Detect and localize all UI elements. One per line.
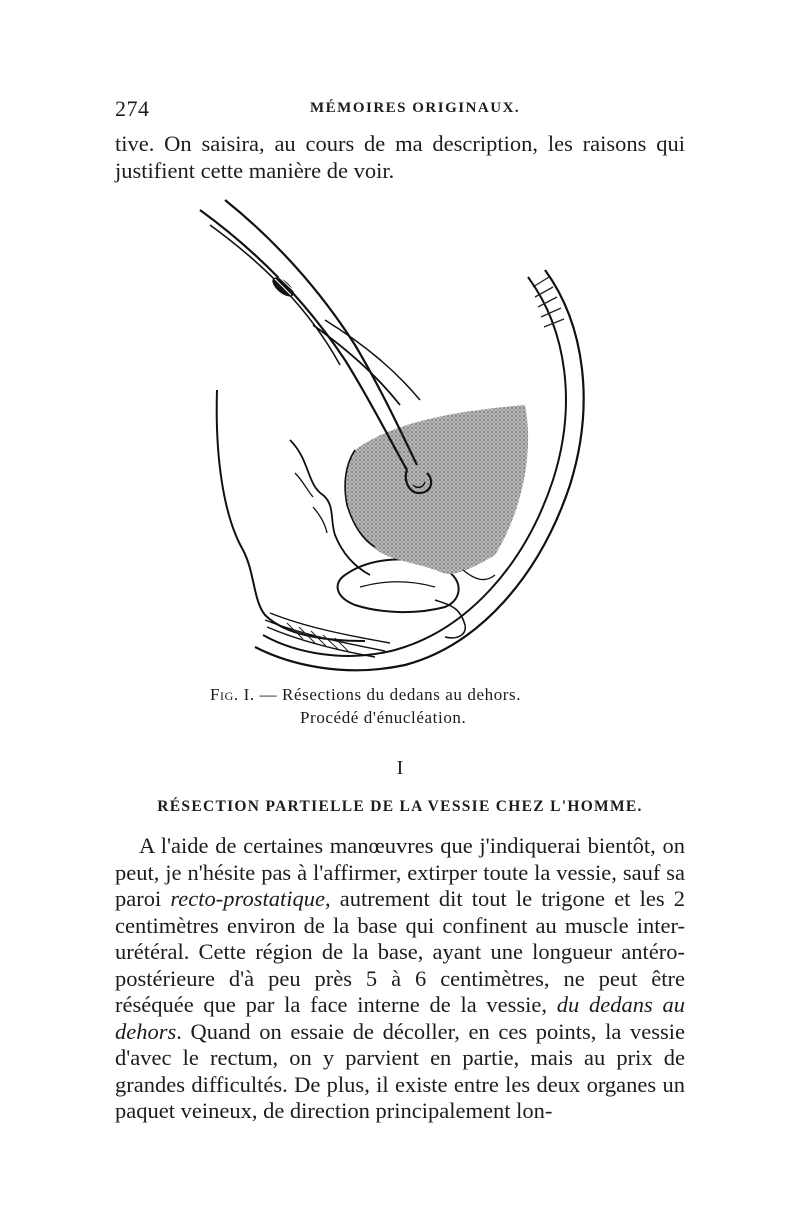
body-text [115, 833, 685, 1125]
figure-label: Fig. I. — [210, 685, 278, 704]
body-part-1: A l'aide de certaines manœuvres que j'indiquerai bientôt, on peut, je n'hésite pas à l'affirmer, extirper toute la vessie, sauf sa paroi [115, 833, 685, 911]
figure-caption [210, 683, 610, 729]
intro-paragraph [115, 131, 685, 184]
body-paragraph [115, 833, 685, 1125]
running-title: MÉMOIRES ORIGINAUX. [310, 100, 521, 116]
body-part-3: . Quand on essaie de décoller, en ces points, la vessie d'avec le rectum, on y parvient en partie, mais au prix de grandes difficultés. De plus, il existe entre les deux organes un paquet veineux, de direction principalement lon- [115, 1018, 685, 1123]
body-emphasis-2: du dedans au dehors [115, 992, 685, 1044]
caption-text-1: Résections du dedans au dehors. [282, 685, 522, 704]
running-head [115, 96, 685, 122]
surgical-forceps-bladder-illustration-icon [195, 195, 605, 680]
section-heading: RÉSECTION PARTIELLE DE LA VESSIE CHEZ L'HOMME. [157, 798, 643, 815]
intro-text: tive. On saisira, au cours de ma description, les raisons qui justifient cette manière de voir. [115, 131, 685, 183]
body-emphasis-1: recto-prostatique [170, 886, 325, 911]
caption-line-2: Procédé d'énucléation. [300, 708, 467, 727]
body-part-2: , autrement dit tout le trigone et les 2 centimètres environ de la base qui confinent au muscle inter-urétéral. Cette région de la base, ayant une longueur antéro-postérieure d'à peu près 5 à 6 centimètres, ne peut être réséquée que par la face interne de la vessie, [115, 886, 685, 1017]
caption-line-1 [210, 683, 610, 706]
figure-illustration [195, 195, 605, 680]
section-number: I [396, 757, 404, 779]
page-number: 274 [115, 96, 150, 121]
